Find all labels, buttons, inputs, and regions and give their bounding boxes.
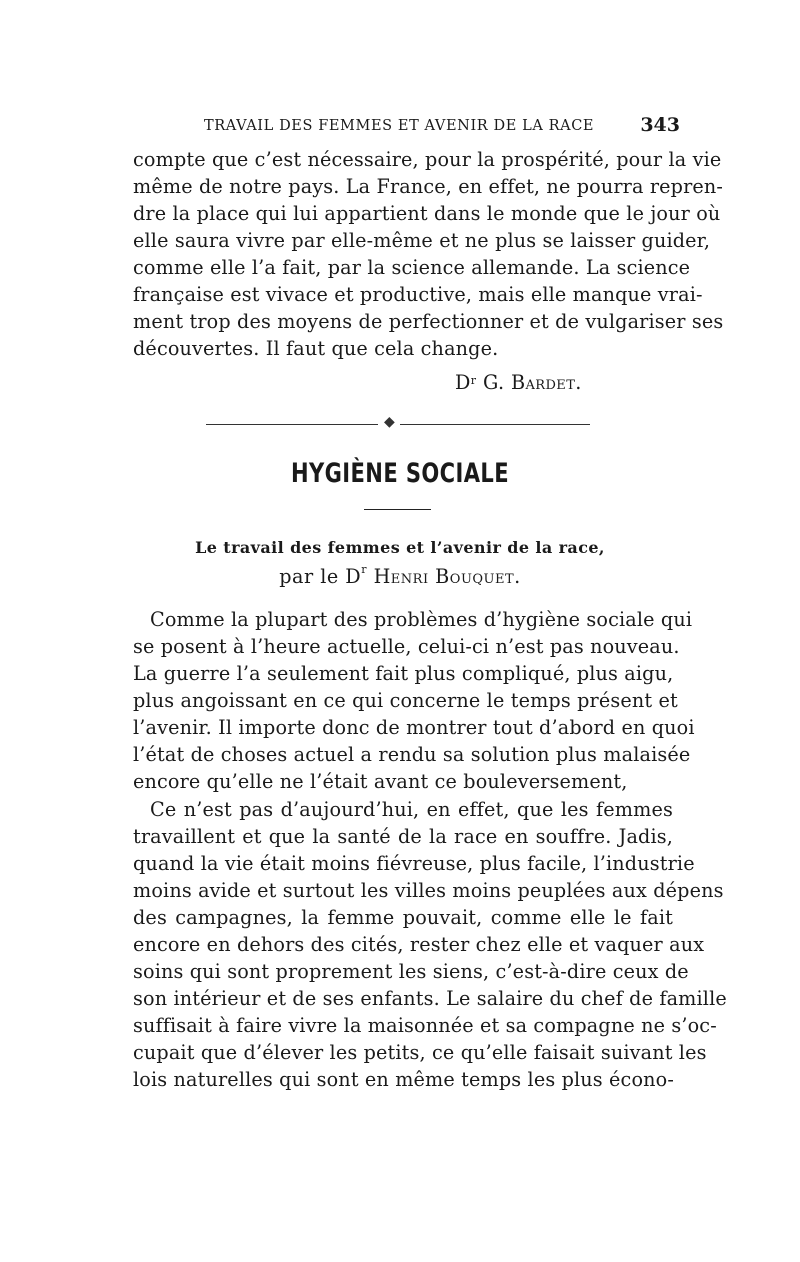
text-line: suffisait à faire vivre la maisonnée et sa compagne ne s’oc- xyxy=(133,1014,717,1037)
signature-name: G. Bardet. xyxy=(482,371,582,394)
author-prefix-sup: r xyxy=(361,563,367,576)
text-line: découvertes. Il faut que cela change. xyxy=(133,337,499,360)
text-line: encore qu’elle ne l’était avant ce bouleversement, xyxy=(133,770,628,793)
text-line: quand la vie était moins fiévreuse, plus facile, l’industrie xyxy=(133,852,695,875)
text-line: Ce n’est pas d’aujourd’hui, en effet, que les femmes xyxy=(150,798,673,821)
article-title: Le travail des femmes et l’avenir de la race, xyxy=(195,538,605,557)
text-line: compte que c’est nécessaire, pour la prospérité, pour la vie xyxy=(133,148,722,171)
text-line: des campagnes, la femme pouvait, comme elle le fait xyxy=(133,906,673,929)
text-line: cupait que d’élever les petits, ce qu’elle faisait suivant les xyxy=(133,1041,707,1064)
running-head xyxy=(198,114,680,140)
text-line: encore en dehors des cités, rester chez elle et vaquer aux xyxy=(133,933,705,956)
text-line: française est vivace et productive, mais elle manque vrai- xyxy=(133,283,703,306)
text-line: l’avenir. Il importe donc de montrer tout d’abord en quoi xyxy=(133,716,695,739)
author-prefix: par le D xyxy=(279,565,362,588)
author-name: Henri Bouquet. xyxy=(373,565,521,588)
page-number: 343 xyxy=(640,114,680,136)
text-line: comme elle l’a fait, par la science allemande. La science xyxy=(133,256,691,279)
text-line: se posent à l’heure actuelle, celui-ci n’est pas nouveau. xyxy=(133,635,680,658)
title-divider xyxy=(364,509,431,510)
text-line: Comme la plupart des problèmes d’hygiène sociale qui xyxy=(150,608,693,631)
text-line: lois naturelles qui sont en même temps les plus écono- xyxy=(133,1068,674,1091)
section-title: HYGIÈNE SOCIALE xyxy=(290,458,510,489)
text-line: La guerre l’a seulement fait plus compliqué, plus aigu, xyxy=(133,662,674,685)
text-line: plus angoissant en ce qui concerne le temps présent et xyxy=(133,689,678,712)
signature xyxy=(455,370,582,396)
signature-prefix: D xyxy=(455,371,471,394)
signature-prefix-sup: r xyxy=(470,374,477,387)
text-line: soins qui sont proprement les siens, c’est-à-dire ceux de xyxy=(133,960,689,983)
article-author xyxy=(0,565,800,588)
text-line: ment trop des moyens de perfectionner et de vulgariser ses xyxy=(133,310,724,333)
text-line: elle saura vivre par elle-même et ne plus se laisser guider, xyxy=(133,229,711,252)
text-line: travaillent et que la santé de la race en souffre. Jadis, xyxy=(133,825,673,848)
text-line: moins avide et surtout les villes moins peuplées aux dépens xyxy=(133,879,724,902)
text-line: même de notre pays. La France, en effet, ne pourra repren- xyxy=(133,175,724,198)
text-line: dre la place qui lui appartient dans le monde que le jour où xyxy=(133,202,721,225)
running-head-title: TRAVAIL DES FEMMES ET AVENIR DE LA RACE xyxy=(204,118,595,134)
text-line: son intérieur et de ses enfants. Le salaire du chef de famille xyxy=(133,987,727,1010)
text-line: l’état de choses actuel a rendu sa solution plus malaisée xyxy=(133,743,691,766)
ornament-icon: ◆ xyxy=(384,414,395,430)
ornamental-rule xyxy=(206,414,590,430)
